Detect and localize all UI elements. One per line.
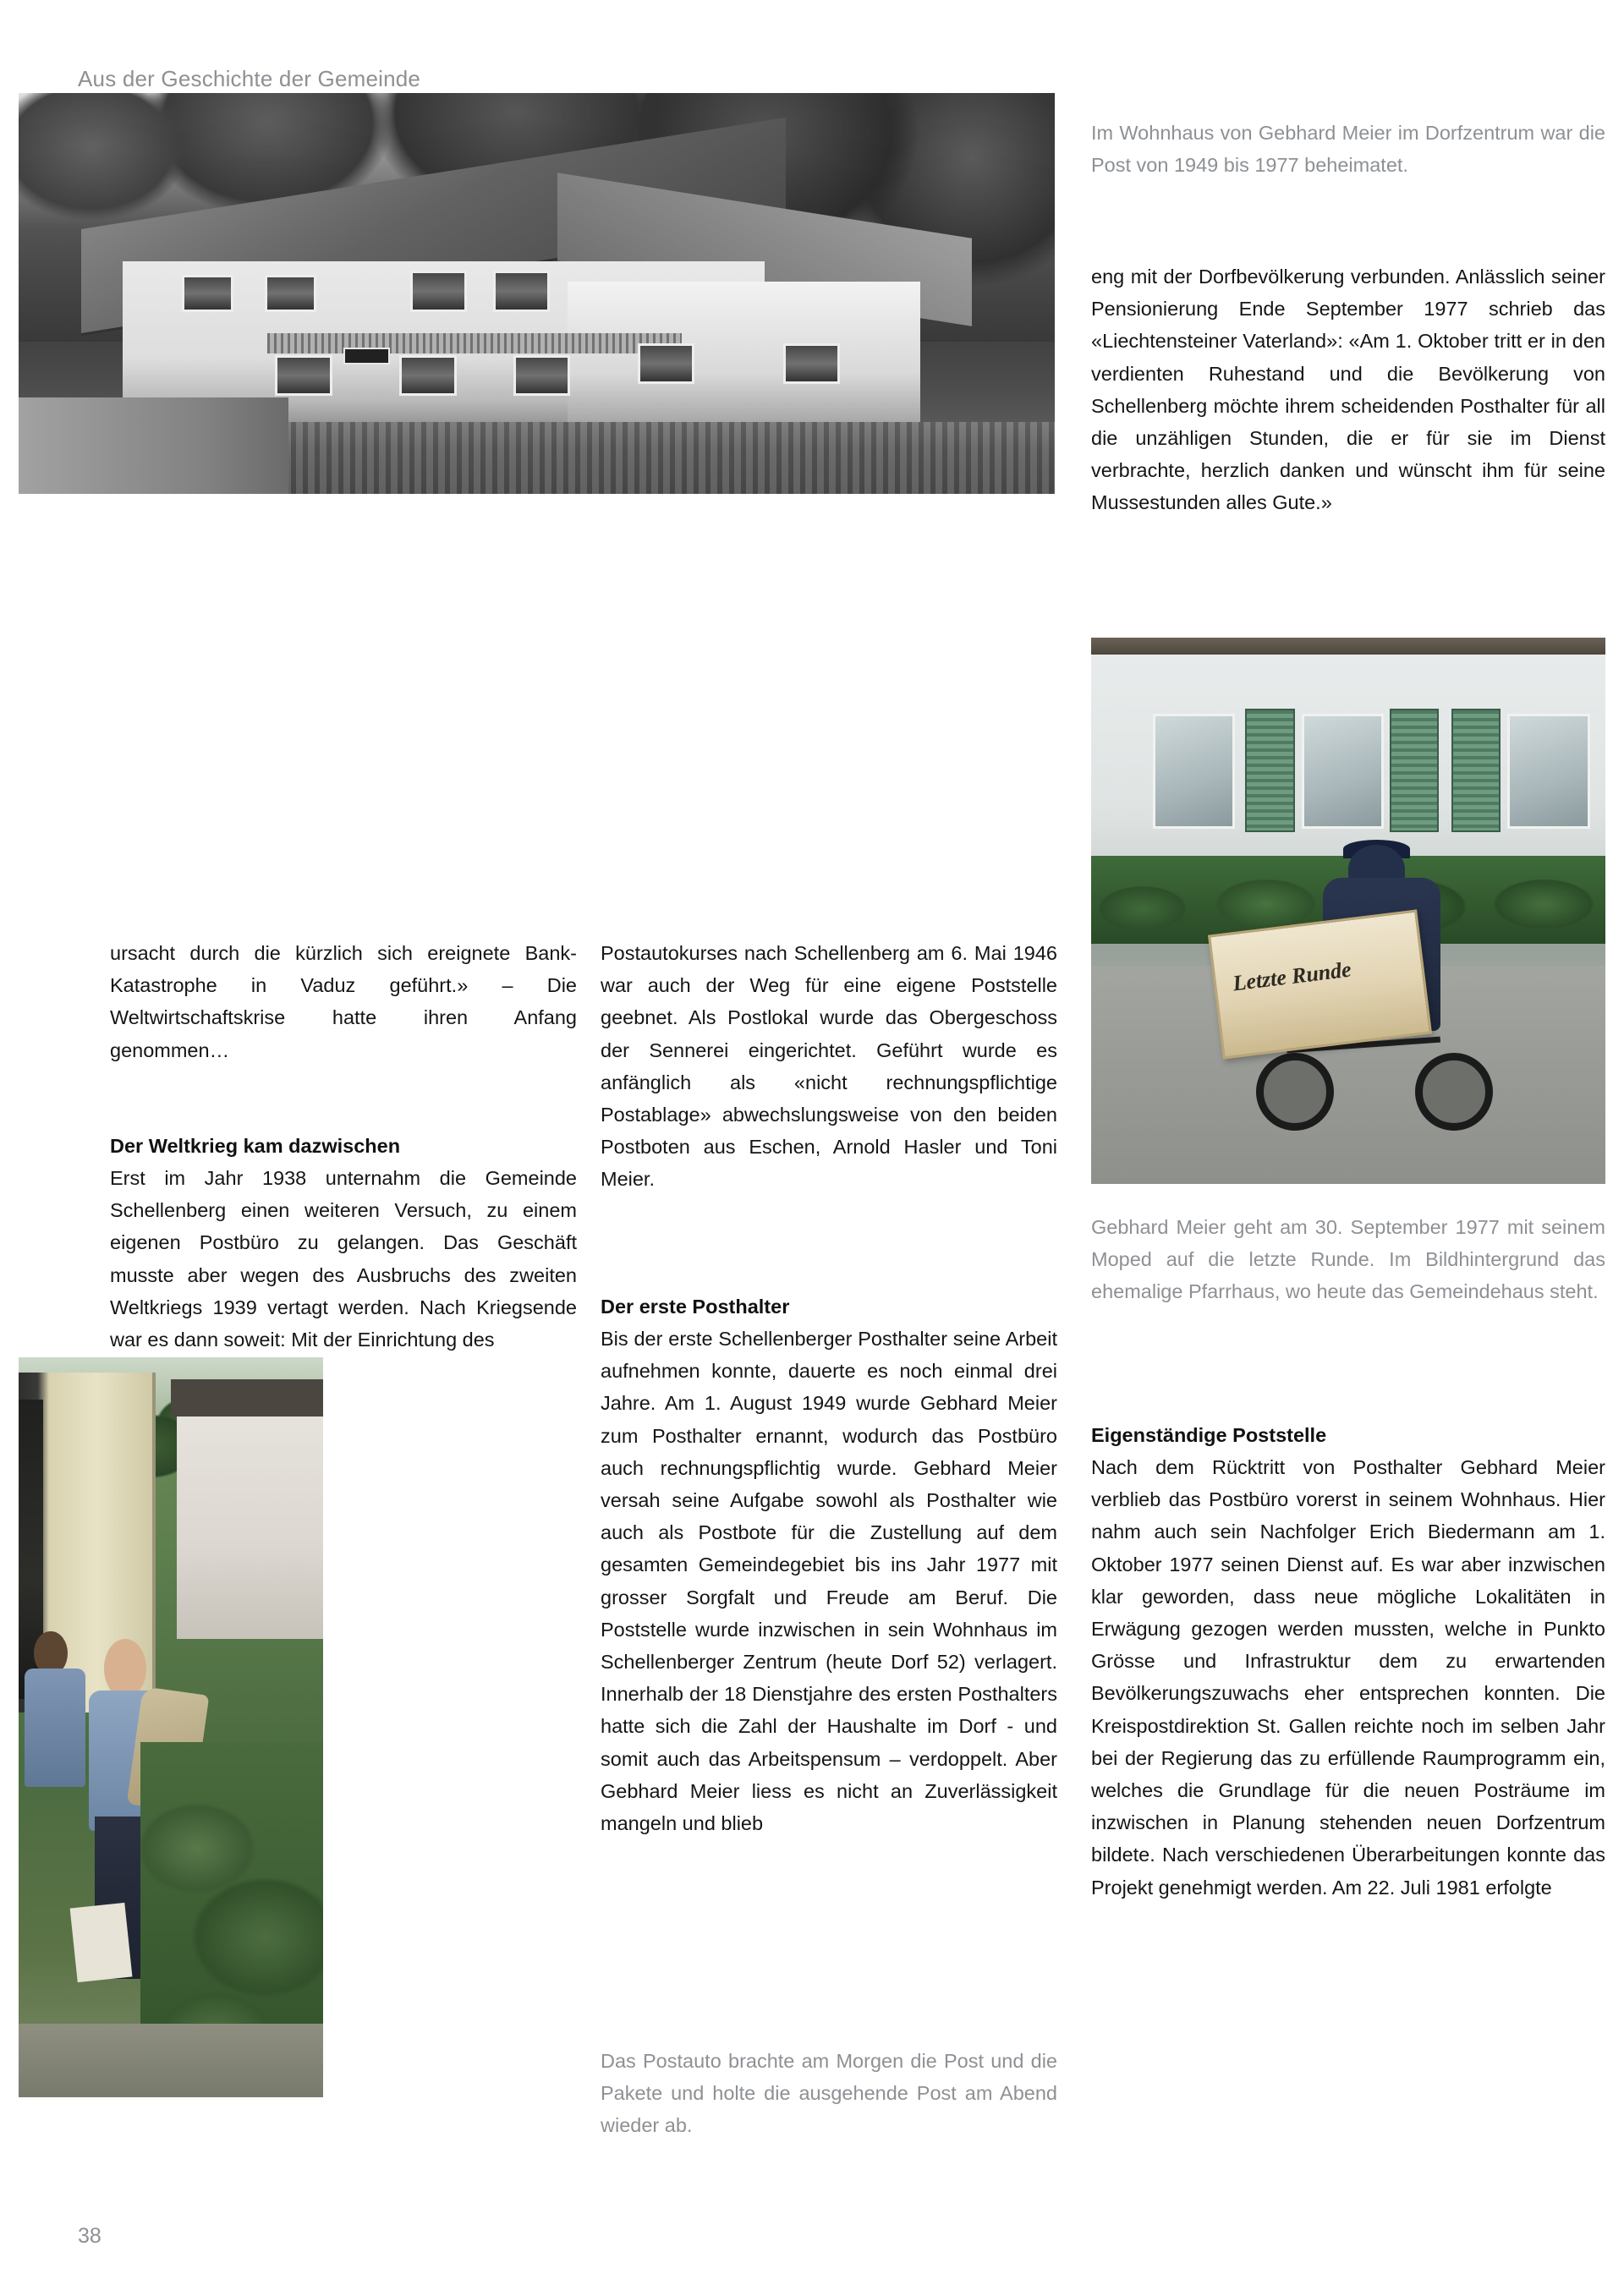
running-head: Aus der Geschichte der Gemeinde [78,66,421,91]
photo-shutter [1245,709,1295,832]
photo-shutter [1390,709,1440,832]
paragraph-erster-posthalter: Bis der erste Schellenberger Posthalter seine Arbeit aufnehmen konnte, dauerte es noch einmal drei Jahre. Am 1. August 1949 wurde Gebhard Meier zum Posthalter ernannt, wodurch das Postbüro auch rechnungspflichtig wurde. Gebhard Meier versah seine Aufgabe sowohl als Posthalter wie auch als Postbote für die Zustellung auf dem gesamten Gemeindegebiet bis ins Jahr 1977 mit grosser Sorgfalt und Freude am Beruf. Die Poststelle wurde inzwischen in sein Wohnhaus im Schellenberger Zentrum (heute Dorf 52) verlagert. Innerhalb der 18 Dienstjahre des ersten Posthalters hatte sich die Zahl der Haushalte im Dorf - und somit auch das Arbeitspensum – verdoppelt. Aber Gebhard Meier liess es nicht an Zuverlässigkeit mangeln und blieb [601,1328,1057,1835]
photo-parcel [69,1902,132,1981]
photo-window [1153,714,1235,828]
photo-road [19,397,288,494]
caption-wohnhaus: Im Wohnhaus von Gebhard Meier im Dorfzentrum war die Post von 1949 bis 1977 beheimatet. [1091,122,1605,177]
gebhard-meier-moped-photo [1091,638,1605,1184]
heading-weltkrieg: Der Weltkrieg kam dazwischen [110,1135,401,1157]
photo-window [1302,714,1384,828]
caption-moped: Gebhard Meier geht am 30. September 1977 mit seinem Moped auf die letzte Runde. Im Bildhintergrund das ehemalige Pfarrhaus, wo heute das Gemeindehaus steht. [1091,1216,1605,1303]
photo-window [277,358,329,394]
photo-person-head [104,1639,146,1698]
heading-eigenstaendige-poststelle: Eigenständige Poststelle [1091,1424,1327,1446]
photo-window [640,346,692,382]
paragraph-bank-katastrophe: ursacht durch die kürzlich sich ereignete Bank-Katastrophe in Vaduz geführt.» – Die Weltwirtschaftskrise hatte ihren Anfang genommen… [110,942,577,1061]
photo-house-roof [171,1379,323,1417]
crate-label: Letzte Runde [1231,956,1352,995]
photo-balcony [267,333,682,353]
wohnhaus-gebhard-meier-photo [19,93,1055,494]
heading-erster-posthalter: Der erste Posthalter [601,1296,790,1318]
photo-window [1507,714,1589,828]
photo-building-roof [1091,638,1605,655]
photo-shutter [1451,709,1501,832]
photo-window [786,346,837,382]
photo-house-sign [345,349,388,363]
postauto-zustellung-photo [19,1357,323,2097]
photo-moped-crate [1208,909,1432,1059]
paragraph-pensionierung: eng mit der Dorfbevölkerung verbunden. Anlässlich seiner Pensionierung Ende September 1977 schrieb das «Liechtensteiner Vaterland»: «Am 1. Oktober tritt er in den verdienten Ruhestand und die Bevölkerung von Schellenberg möchte ihrem scheidenden Posthalter für all die unzähligen Stunden, die er für sie im Dienst verbrachte, herzlich danken und wünscht ihm für seine Mussestunden alles Gute.» [1091,266,1605,514]
paragraph-postautokurs: Postautokurses nach Schellenberg am 6. Mai 1946 war auch der Weg für eine eigene Poststelle geebnet. Als Postlokal wurde das Obergeschoss der Sennerei eingerichtet. Geführt wurde es anfänglich als «nicht rechnungspflichtige Postablage» abwechslungsweise von den beiden Postboten aus Eschen, Arnold Hasler und Toni Meier. [601,942,1057,1191]
paragraph-eigenstaendige-poststelle: Nach dem Rücktritt von Posthalter Gebhard Meier verblieb das Postbüro vorerst in seinem Wohnhaus. Hier nahm auch sein Nachfolger Erich Biedermann am 1. Oktober 1977 seinen Dienst auf. Es war aber inzwischen klar geworden, dass neue mögliche Lokalitäten in Erwägung gezogen werden mussten, welche in Punkto Grösse und Infrastruktur dem zu erwartenden Bevölkerungszuwachs eher entsprechen konnten. Die Kreispostdirektion St. Gallen reichte noch im selben Jahr bei der Regierung das zu erfüllende Raumprogramm ein, welches die Grundlage für die neuen Posträume im inzwischen in Planung stehenden neuen Dorfzentrum bildete. Nach verschiedenen Überarbeitungen konnte das Projekt genehmigt werden. Am 22. Juli 1981 erfolgte [1091,1456,1605,1899]
caption-postauto: Das Postauto brachte am Morgen die Post und die Pakete und holte die ausgehende Post am Abend wieder ab. [601,2050,1057,2137]
photo-facade-secondary [568,282,920,434]
photo-window [402,358,453,394]
photo-window [516,358,568,394]
page-number: 38 [78,2224,102,2248]
photo-house-background [177,1402,323,1639]
paragraph-weltkrieg: Erst im Jahr 1938 unternahm die Gemeinde Schellenberg einen weiteren Versuch, zu einem eigenen Postbüro zu gelangen. Das Geschäft musste aber wegen des Ausbruchs des zweiten Weltkriegs 1939 vertagt werden. Nach Kriegsende war es dann soweit: Mit der Einrichtung des [110,1167,577,1351]
photo-window [496,273,547,310]
photo-window [413,273,464,310]
photo-moped-wheel [1415,1053,1493,1131]
photo-window [184,277,231,310]
photo-moped-wheel [1256,1053,1334,1131]
photo-person-body [25,1669,85,1787]
photo-window [267,277,314,310]
photo-ground [19,2024,323,2098]
